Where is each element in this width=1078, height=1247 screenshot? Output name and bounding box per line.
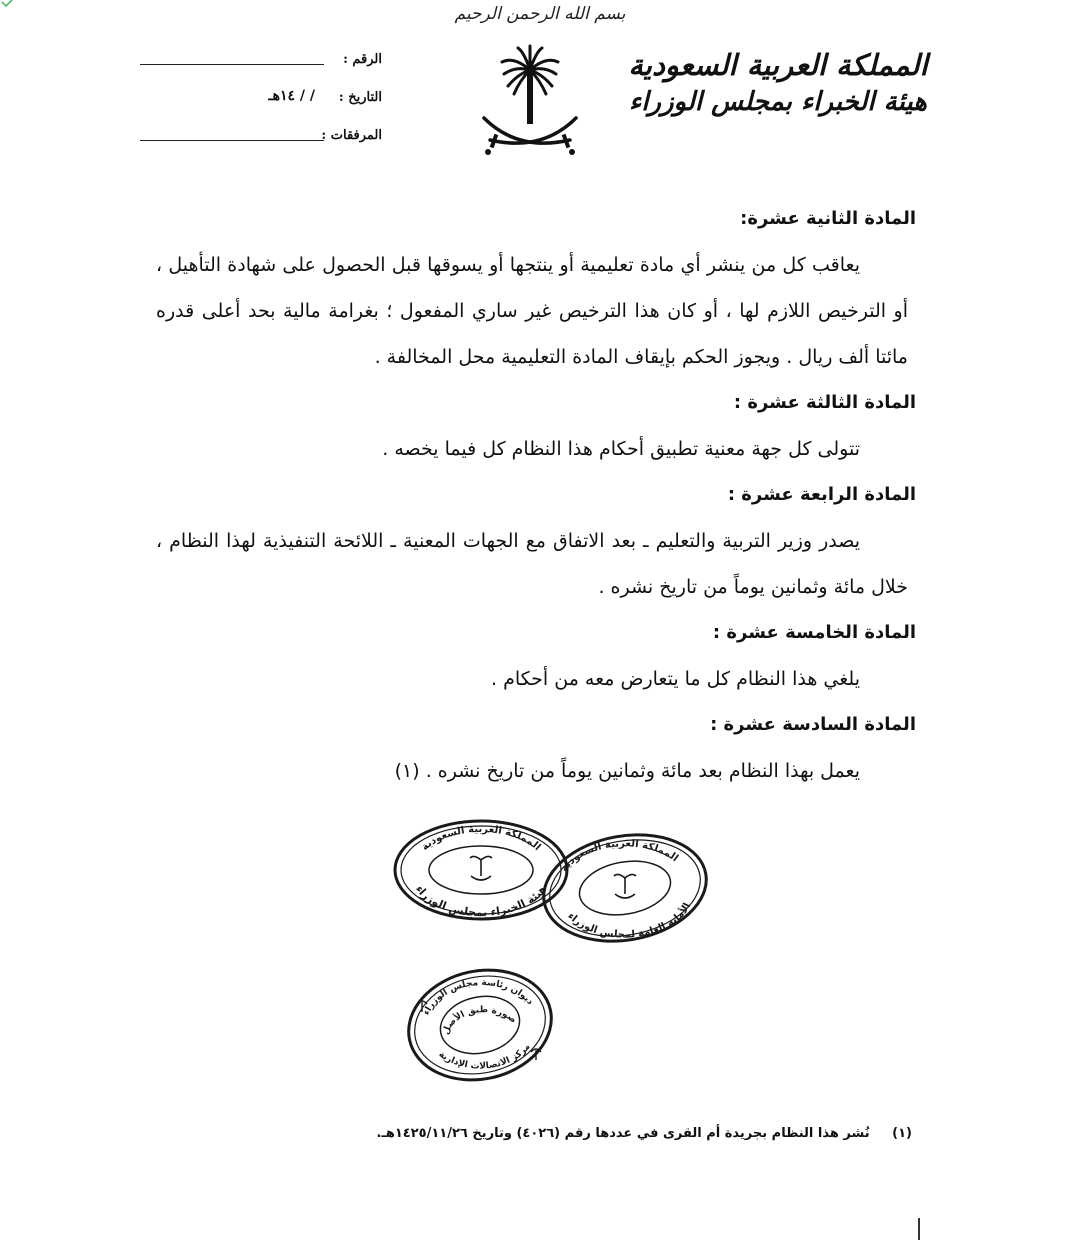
- svg-text:الأمانة العامة لمجلس الوزراء: الأمانة العامة لمجلس الوزراء: [565, 901, 694, 941]
- reference-number-label: الرقم :: [343, 52, 382, 67]
- articles-body: [156, 196, 916, 794]
- authority-name: هيئة الخبراء بمجلس الوزراء: [628, 87, 927, 117]
- palm-and-swords-emblem-icon: [478, 40, 582, 166]
- reference-number-row: [140, 52, 390, 90]
- kingdom-name: المملكة العربية السعودية: [628, 48, 928, 82]
- article-12-title: المادة الثانية عشرة:: [740, 208, 916, 229]
- letterhead-organization: [628, 46, 928, 120]
- article-12-text: يعاقب كل من ينشر أي مادة تعليمية أو ينتجها أو يسوقها قبل الحصول على شهادة التأهيل ، أو الترخيص اللازم لها ، أو كان هذا الترخيص غير ساري المفعول ؛ بغرامة مالية بحد أعلى قدره مائتا ألف ريال . ويجوز الحكم بإيقاف المادة التعليمية محل المخالفة .: [156, 254, 908, 368]
- svg-text:المملكة العربية السعودية: المملكة العربية السعودية: [558, 838, 681, 875]
- article-14-title: المادة الرابعة عشرة :: [727, 484, 916, 505]
- date-value: / / ١٤هـ: [268, 88, 315, 104]
- date-label: التاريخ :: [338, 90, 382, 105]
- footnote-text: نُشر هذا النظام بجريدة أم القرى في عددها رقم (٤٠٢٦) وتاريخ ١٤٢٥/١١/٢٦هـ.: [376, 1126, 870, 1141]
- article-15-title: المادة الخامسة عشرة :: [712, 622, 916, 643]
- svg-text:ديوان رئاسة مجلس الوزراء: ديوان رئاسة مجلس الوزراء: [421, 978, 535, 1017]
- article-13-text: تتولى كل جهة معنية تطبيق أحكام هذا النظام كل فيما يخصه .: [382, 438, 860, 460]
- article-16-text: يعمل بهذا النظام بعد مائة وثمانين يوماً من تاريخ نشره . (١): [394, 760, 860, 782]
- attachments-row: [140, 128, 390, 166]
- reference-number-blank: [140, 64, 324, 65]
- svg-text:المملكة العربية السعودية: المملكة العربية السعودية: [419, 823, 543, 853]
- footnote: [376, 1126, 912, 1141]
- svg-text:صورة طبق الأصل: صورة طبق الأصل: [441, 1005, 519, 1037]
- date-row: [140, 90, 390, 128]
- basmala: بسم الله الرحمن الرحيم: [454, 4, 626, 24]
- reference-fields: [140, 52, 390, 166]
- article-15-text: يلغي هذا النظام كل ما يتعارض معه من أحكام .: [491, 668, 860, 690]
- general-secretariat-stamp: [540, 830, 710, 946]
- footnote-number: (١): [892, 1126, 912, 1141]
- corner-check-mark: [0, 0, 14, 10]
- attachments-label: المرفقات :: [321, 128, 382, 143]
- article-14-text: يصدر وزير التربية والتعليم ـ بعد الاتفاق مع الجهات المعنية ـ اللائحة التنفيذية لهذا النظام ، خلال مائة وثمانين يوماً من تاريخ نشره .: [156, 530, 908, 598]
- page-edge-mark: [918, 1218, 920, 1240]
- council-presidency-stamp: [404, 966, 556, 1084]
- svg-text:هيئة الخبراء بمجلس الوزراء: هيئة الخبراء بمجلس الوزراء: [412, 882, 550, 920]
- article-13-title: المادة الثالثة عشرة :: [733, 392, 916, 413]
- svg-text:مركز الاتصالات الإدارية: مركز الاتصالات الإدارية: [436, 1042, 533, 1072]
- article-16-title: المادة السادسة عشرة :: [710, 714, 916, 735]
- attachments-blank: [140, 140, 324, 141]
